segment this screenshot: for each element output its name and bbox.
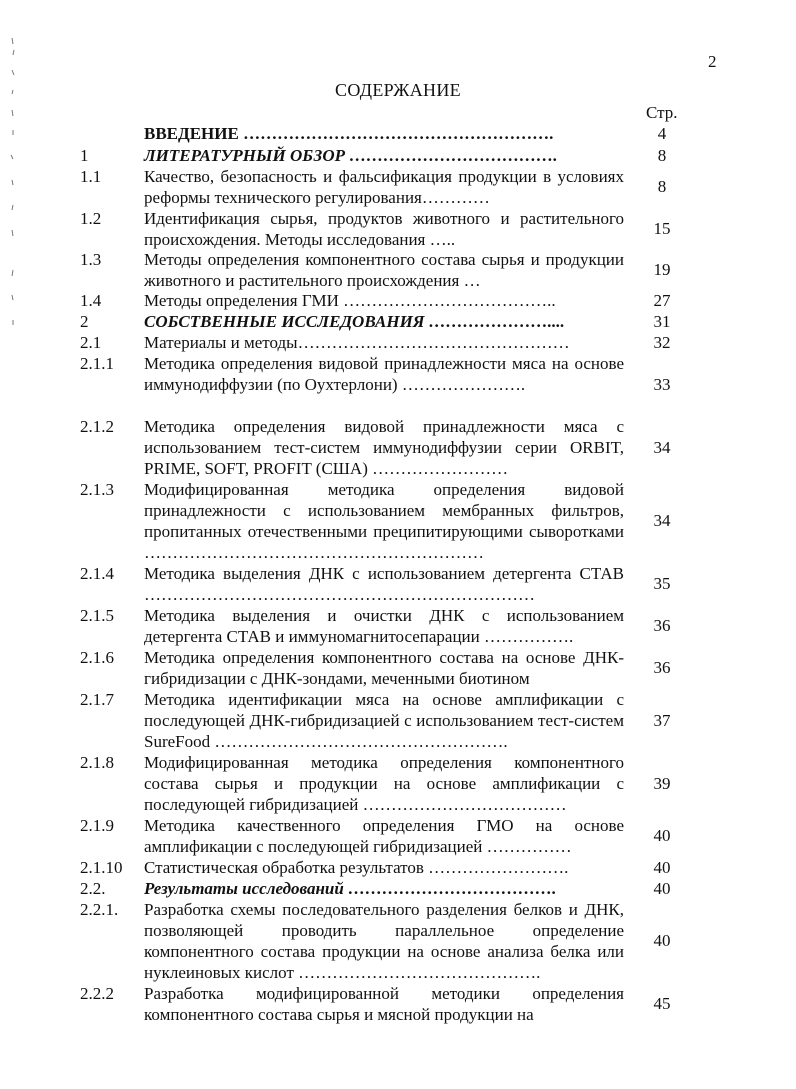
toc-entry-page: 36	[653, 658, 671, 677]
toc-entry-text: СОБСТВЕННЫЕ ИССЛЕДОВАНИЯ …………………....	[144, 312, 565, 331]
toc-entry-text: Методика определения видовой принадлежности мяса на основе иммунодиффузии (по Оухтерлони) ………………….	[144, 354, 624, 394]
page-column-header: Стр.	[646, 103, 678, 122]
toc-entry-number: 2.2.2	[80, 984, 114, 1003]
toc-entry-text: Методы определения компонентного состава сырья и продукции животного и растительного происхождения …	[144, 250, 624, 290]
toc-entry-number: 2.1.1	[80, 354, 114, 373]
toc-entry-text: Модифицированная методика определения видовой принадлежности с использованием мембранных фильтров, пропитанных отечественными преципитирующими сыворотками ……………………………………………………	[144, 480, 624, 562]
toc-entry-page: 35	[653, 574, 671, 593]
toc-entry-text: Методы определения ГМИ ………………………………..	[144, 291, 556, 310]
toc-entry-page: 40	[653, 858, 671, 877]
toc-entry-number: 2.1.3	[80, 480, 114, 499]
toc-entry-text: Методика определения видовой принадлежности мяса с использованием тест-систем иммунодиффузии серии ORBIT, PRIME, SOFT, PROFIT (США) ……………………	[144, 417, 624, 478]
toc-entry-page: 45	[653, 994, 671, 1013]
toc-entry-number: 2.1.10	[80, 858, 123, 877]
toc-entry-page: 8	[657, 146, 667, 165]
toc-entry-page: 32	[653, 333, 671, 352]
toc-entry-number: 1.4	[80, 291, 102, 310]
toc-entry-text: Материалы и методы…………………………………………	[144, 333, 570, 352]
toc-entry-number: 2	[80, 312, 89, 331]
margin-scan-marks	[4, 30, 22, 330]
toc-entry-text: Идентификация сырья, продуктов животного и растительного происхождения. Методы исследования …..	[144, 209, 624, 249]
page-title: СОДЕРЖАНИЕ	[335, 80, 461, 100]
toc-entry-page: 39	[653, 774, 671, 793]
toc-entry-page: 40	[653, 931, 671, 950]
toc-entry-text: Методика качественного определения ГМО на основе амплификации с последующей гибридизацией ……………	[144, 816, 624, 856]
toc-entry-text: Методика выделения ДНК с использованием детергента СТАВ ……………………………………………………………	[144, 564, 624, 604]
toc-entry-page: 34	[653, 511, 671, 530]
toc-entry-number: 2.1	[80, 333, 102, 352]
toc-entry-number: 2.1.4	[80, 564, 114, 583]
toc-entry-number: 2.1.8	[80, 753, 114, 772]
toc-entry-page: 37	[653, 711, 671, 730]
toc-entry-page: 4	[657, 124, 667, 143]
toc-entry-text: Модифицированная методика определения компонентного состава сырья и продукции на основе амплификации с последующей гибридизацией ………………………………	[144, 753, 624, 814]
toc-entry-text: Методика идентификации мяса на основе амплификации с последующей ДНК-гибридизацией с использованием тест-систем SureFood …………………………………………….	[144, 690, 624, 751]
page-number: 2	[708, 52, 717, 71]
toc-entry-page: 19	[653, 260, 671, 279]
toc-entry-number: 1.1	[80, 167, 102, 186]
toc-entry-page: 36	[653, 616, 671, 635]
toc-entry-number: 2.1.5	[80, 606, 114, 625]
toc-entry-number: 2.1.2	[80, 417, 114, 436]
toc-entry-text: Методика выделения и очистки ДНК с использованием детергента СТАВ и иммуномагнитосепарации …………….	[144, 606, 624, 646]
toc-entry-text: Разработка модифицированной методики определения компонентного состава сырья и мясной продукции на	[144, 984, 624, 1024]
toc-entry-number: 2.1.6	[80, 648, 114, 667]
toc-entry-text: Статистическая обработка результатов …………………….	[144, 858, 569, 877]
toc-entry-page: 33	[653, 375, 671, 394]
toc-entry-text: ЛИТЕРАТУРНЫЙ ОБЗОР ……………………………….	[144, 146, 558, 165]
toc-entry-text: Качество, безопасность и фальсификация продукции в условиях реформы технического регулирования…………	[144, 167, 624, 207]
toc-entry-number: 2.1.7	[80, 690, 114, 709]
toc-entry-number: 2.1.9	[80, 816, 114, 835]
toc-entry-number: 2.2.1.	[80, 900, 119, 919]
toc-entry-page: 31	[653, 312, 671, 331]
toc-entry-text: ВВЕДЕНИЕ ……………………………………………….	[144, 124, 554, 143]
toc-entry-page: 27	[653, 291, 671, 310]
toc-entry-text: Результаты исследований ……………………………….	[144, 879, 557, 898]
toc-entry-page: 40	[653, 879, 671, 898]
toc-entry-text: Методика определения компонентного состава на основе ДНК-гибридизации с ДНК-зондами, меченными биотином	[144, 648, 624, 688]
toc-entry-text: Разработка схемы последовательного разделения белков и ДНК, позволяющей проводить параллельное определение компонентного состава продукции на основе анализа белка или нуклеиновых кислот …………………………………….	[144, 900, 624, 982]
toc-entry-page: 40	[653, 826, 671, 845]
toc-entry-page: 8	[657, 177, 667, 196]
toc-entry-page: 34	[653, 438, 671, 457]
toc-entry-number: 1	[80, 146, 89, 165]
toc-entry-page: 15	[653, 219, 671, 238]
toc-entry-number: 1.3	[80, 250, 102, 269]
toc-entry-number: 1.2	[80, 209, 102, 228]
toc-entry-number: 2.2.	[80, 879, 106, 898]
